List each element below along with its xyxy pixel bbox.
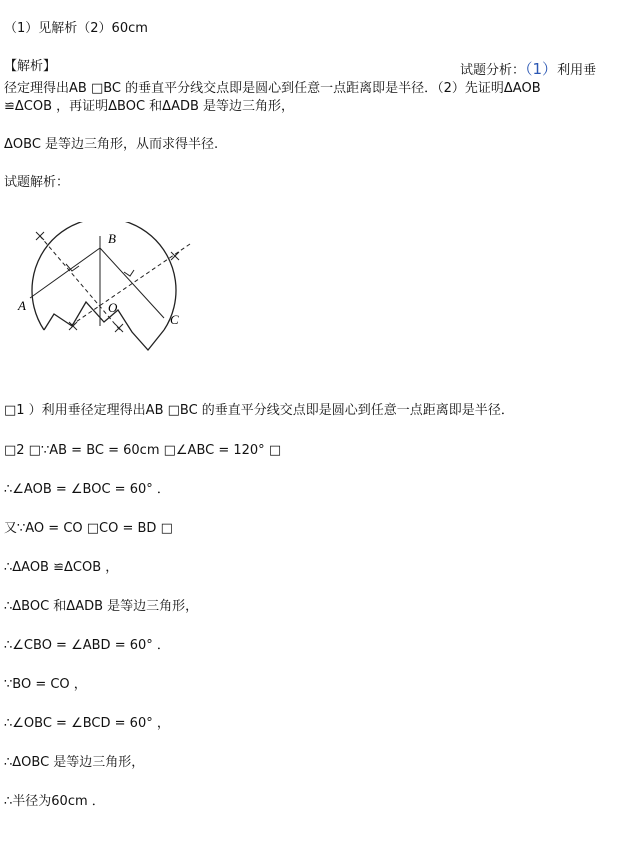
- step-1: □1 ）利用垂径定理得出AB □BC 的垂直平分线交点即是圆心到任意一点距离即是半径．: [4, 403, 514, 418]
- analysis-label: 试题分析：: [460, 63, 526, 78]
- step-6: ∴ΔBOC 和ΔADB 是等边三角形，: [4, 599, 199, 614]
- analysis-line-3: ≌ΔCOB ，再证明ΔBOC 和ΔADB 是等边三角形，: [4, 99, 295, 114]
- step-4: 又∵AO = CO □CO = BD □: [4, 521, 173, 536]
- step-2: □2 □∵AB = BC = 60cm □∠ABC = 120° □: [4, 443, 282, 458]
- analysis-line-2: 径定理得出AB □BC 的垂直平分线交点即是圆心到任意一点距离即是半径．（2）先证明ΔAOB: [4, 81, 541, 96]
- analysis-tail: 利用垂: [557, 63, 597, 78]
- label-a: A: [18, 298, 26, 313]
- step-8: ∵BO = CO ，: [4, 677, 87, 692]
- bisector-ab: [40, 236, 120, 330]
- analysis-line-4: ΔOBC 是等边三角形，从而求得半径.: [4, 137, 219, 152]
- solution-label: 试题解析：: [4, 175, 70, 190]
- answer-line: （1）见解析（2）60cm: [4, 21, 148, 36]
- step-9: ∴∠OBC = ∠BCD = 60° ，: [4, 716, 170, 731]
- step-5: ∴ΔAOB ≌ΔCOB ，: [4, 560, 119, 575]
- label-c: C: [170, 312, 179, 327]
- jiexi-header: 【解析】: [4, 59, 57, 74]
- broken-edge: [44, 302, 164, 350]
- step-3: ∴∠AOB = ∠BOC = 60° ．: [4, 482, 170, 497]
- step-11: ∴半径为60cm ．: [4, 794, 105, 809]
- analysis-label-row: [460, 58, 596, 79]
- step-7: ∴∠CBO = ∠ABD = 60° ．: [4, 638, 170, 653]
- label-o: O: [108, 300, 118, 315]
- label-b: B: [108, 231, 116, 246]
- geometry-figure: [14, 222, 198, 364]
- right-angle-bc: [124, 270, 134, 276]
- step-10: ∴ΔOBC 是等边三角形，: [4, 755, 145, 770]
- analysis-num: （1）: [525, 60, 558, 78]
